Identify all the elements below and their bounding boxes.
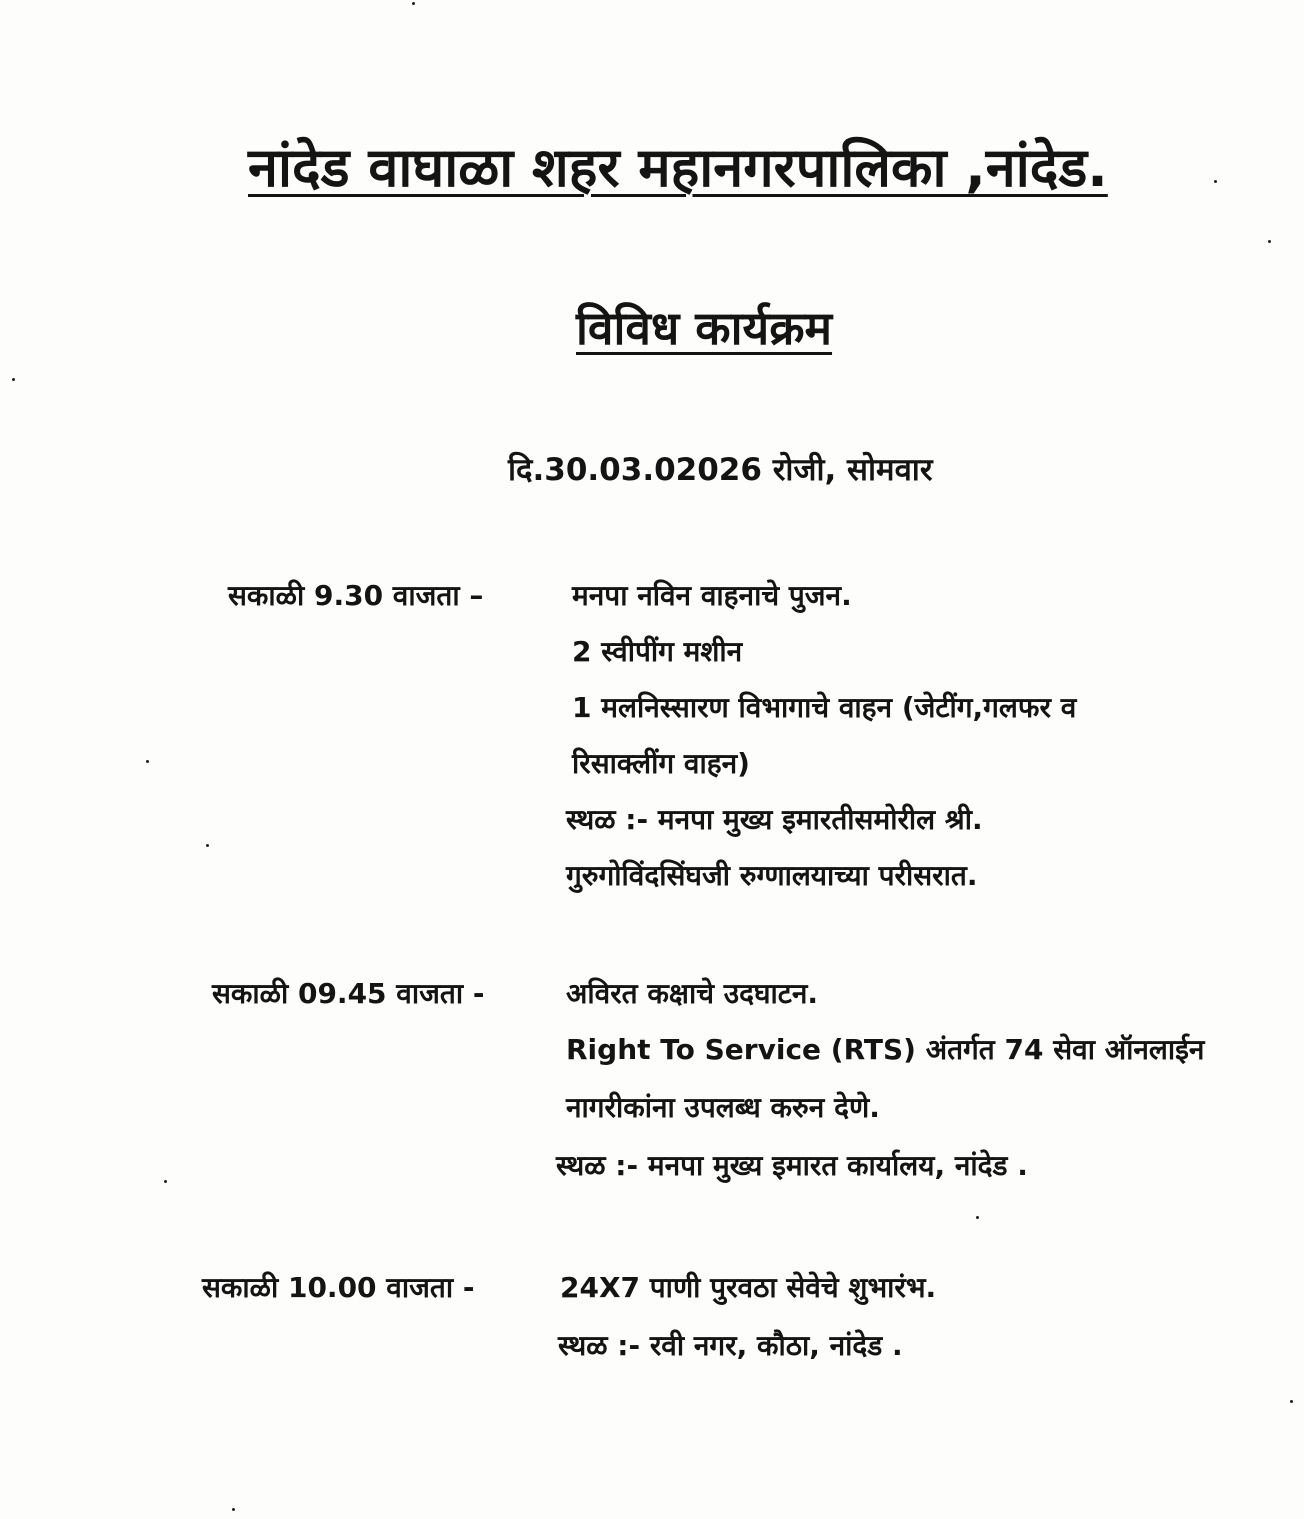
event-line: Right To Service (RTS) अंतर्गत 74 सेवा ऑनलाईन [566,1033,1205,1066]
event-line: 24X7 पाणी पुरवठा सेवेचे शुभारंभ. [560,1271,937,1304]
event-line: अविरत कक्षाचे उदघाटन. [566,977,819,1010]
scan-speck [976,1216,979,1219]
event-time: सकाळी 10.00 वाजता - [202,1271,475,1304]
event-time: सकाळी 09.45 वाजता - [212,977,485,1010]
event-time: सकाळी 9.30 वाजता – [228,579,484,612]
event-line: गुरुगोविंदसिंघजी रुग्णालयाच्या परीसरात. [566,859,978,892]
scan-speck [1214,180,1217,183]
document-title: नांदेड वाघाळा शहर महानगरपालिका ,नांदेड. [248,136,1108,199]
event-venue: स्थळ :- रवी नगर, कौठा, नांदेड . [558,1329,903,1362]
scan-speck [206,844,209,847]
event-venue: स्थळ :- मनपा मुख्य इमारतीसमोरील श्री. [566,803,983,836]
scan-speck [1268,240,1271,243]
scan-speck [146,760,149,763]
event-line: 2 स्वीपींग मशीन [572,635,743,668]
event-line: 1 मलनिस्सारण विभागाचे वाहन (जेटींग,गलफर व [572,691,1077,724]
event-date: दि.30.03.02026 रोजी, सोमवार [508,452,933,488]
event-line: नागरीकांना उपलब्ध करुन देणे. [566,1091,880,1124]
scan-speck [12,378,15,381]
scan-speck [412,2,415,5]
scan-speck [232,1508,235,1511]
scan-speck [164,1180,167,1183]
event-venue: स्थळ :- मनपा मुख्य इमारत कार्यालय, नांदेड . [556,1149,1028,1182]
event-line: रिसाक्लींग वाहन) [572,747,750,780]
scan-speck [1290,1400,1293,1403]
document-subtitle: विविध कार्यक्रम [576,301,833,355]
event-line: मनपा नविन वाहनाचे पुजन. [572,579,852,612]
